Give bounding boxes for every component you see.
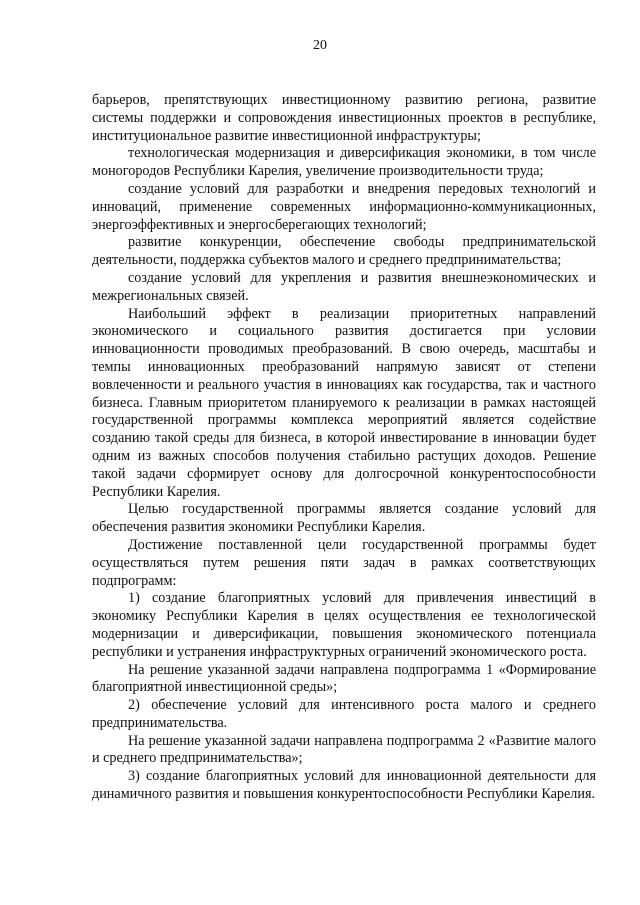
paragraph-tech-modernization: технологическая модернизация и диверсификация экономики, в том числе моногородов Республики Карелия, увеличение производительности труда; [92, 145, 596, 180]
paragraph-task-1: 1) создание благоприятных условий для привлечения инвестиций в экономику Республики Карелия в целях осуществления ее технологической модернизации и диверсификации, повышения экономического потенциала республики и устранения инфраструктурных ограничений экономического роста. [92, 590, 596, 660]
paragraph-continuation: барьеров, препятствующих инвестиционному развитию региона, развитие системы поддержки и сопровождения инвестиционных проектов в республике, институциональное развитие инвестиционной инфраструктуры; [92, 92, 596, 144]
paragraph-innovation-conditions: создание условий для разработки и внедрения передовых технологий и инноваций, применение современных информационно-коммуникационных, энергоэффективных и энергосберегающих технологий; [92, 180, 596, 233]
paragraph-program-goal: Целью государственной программы является создание условий для обеспечения развития экономики Республики Карелия. [92, 501, 596, 536]
paragraph-competition: развитие конкуренции, обеспечение свободы предпринимательской деятельности, поддержка субъектов малого и среднего предпринимательства; [92, 234, 596, 269]
paragraph-subprogram-1: На решение указанной задачи направлена подпрограмма 1 «Формирование благоприятной инвестиционной среды»; [92, 661, 596, 696]
page-number: 20 [313, 38, 327, 53]
paragraph-external-relations: создание условий для укрепления и развития внешнеэкономических и межрегиональных связей. [92, 269, 596, 304]
paragraph-task-2: 2) обеспечение условий для интенсивного роста малого и среднего предпринимательства. [92, 697, 596, 731]
paragraph-greatest-effect: Наибольший эффект в реализации приоритетных направлений экономического и социального развития достигается при условии инновационности проводимых преобразований. В свою очередь, масштабы и темпы инновационных преобразований напрямую зависят от степени вовлеченности и реального участия в инновациях как государства, так и частного бизнеса. Главным приоритетом планируемого к реализации в рамках настоящей государственной программы комплекса мероприятий является содействие созданию такой среды для бизнеса, в которой инвестирование в инновации будет одним из важных способов получения стабильно растущих доходов. Решение такой задачи сформирует основу для долгосрочной конкурентоспособности Республики Карелия. [92, 305, 596, 500]
paragraph-task-3: 3) создание благоприятных условий для инновационной деятельности для динамичного развития и повышения конкурентоспособности Республики Карелия. [92, 768, 596, 803]
paragraph-subprogram-2: На решение указанной задачи направлена подпрограмма 2 «Развитие малого и среднего предпринимательства»; [92, 732, 596, 767]
document-body [92, 92, 596, 804]
paragraph-goal-achievement: Достижение поставленной цели государственной программы будет осуществляться путем решения пяти задач в рамках соответствующих подпрограмм: [92, 536, 596, 589]
